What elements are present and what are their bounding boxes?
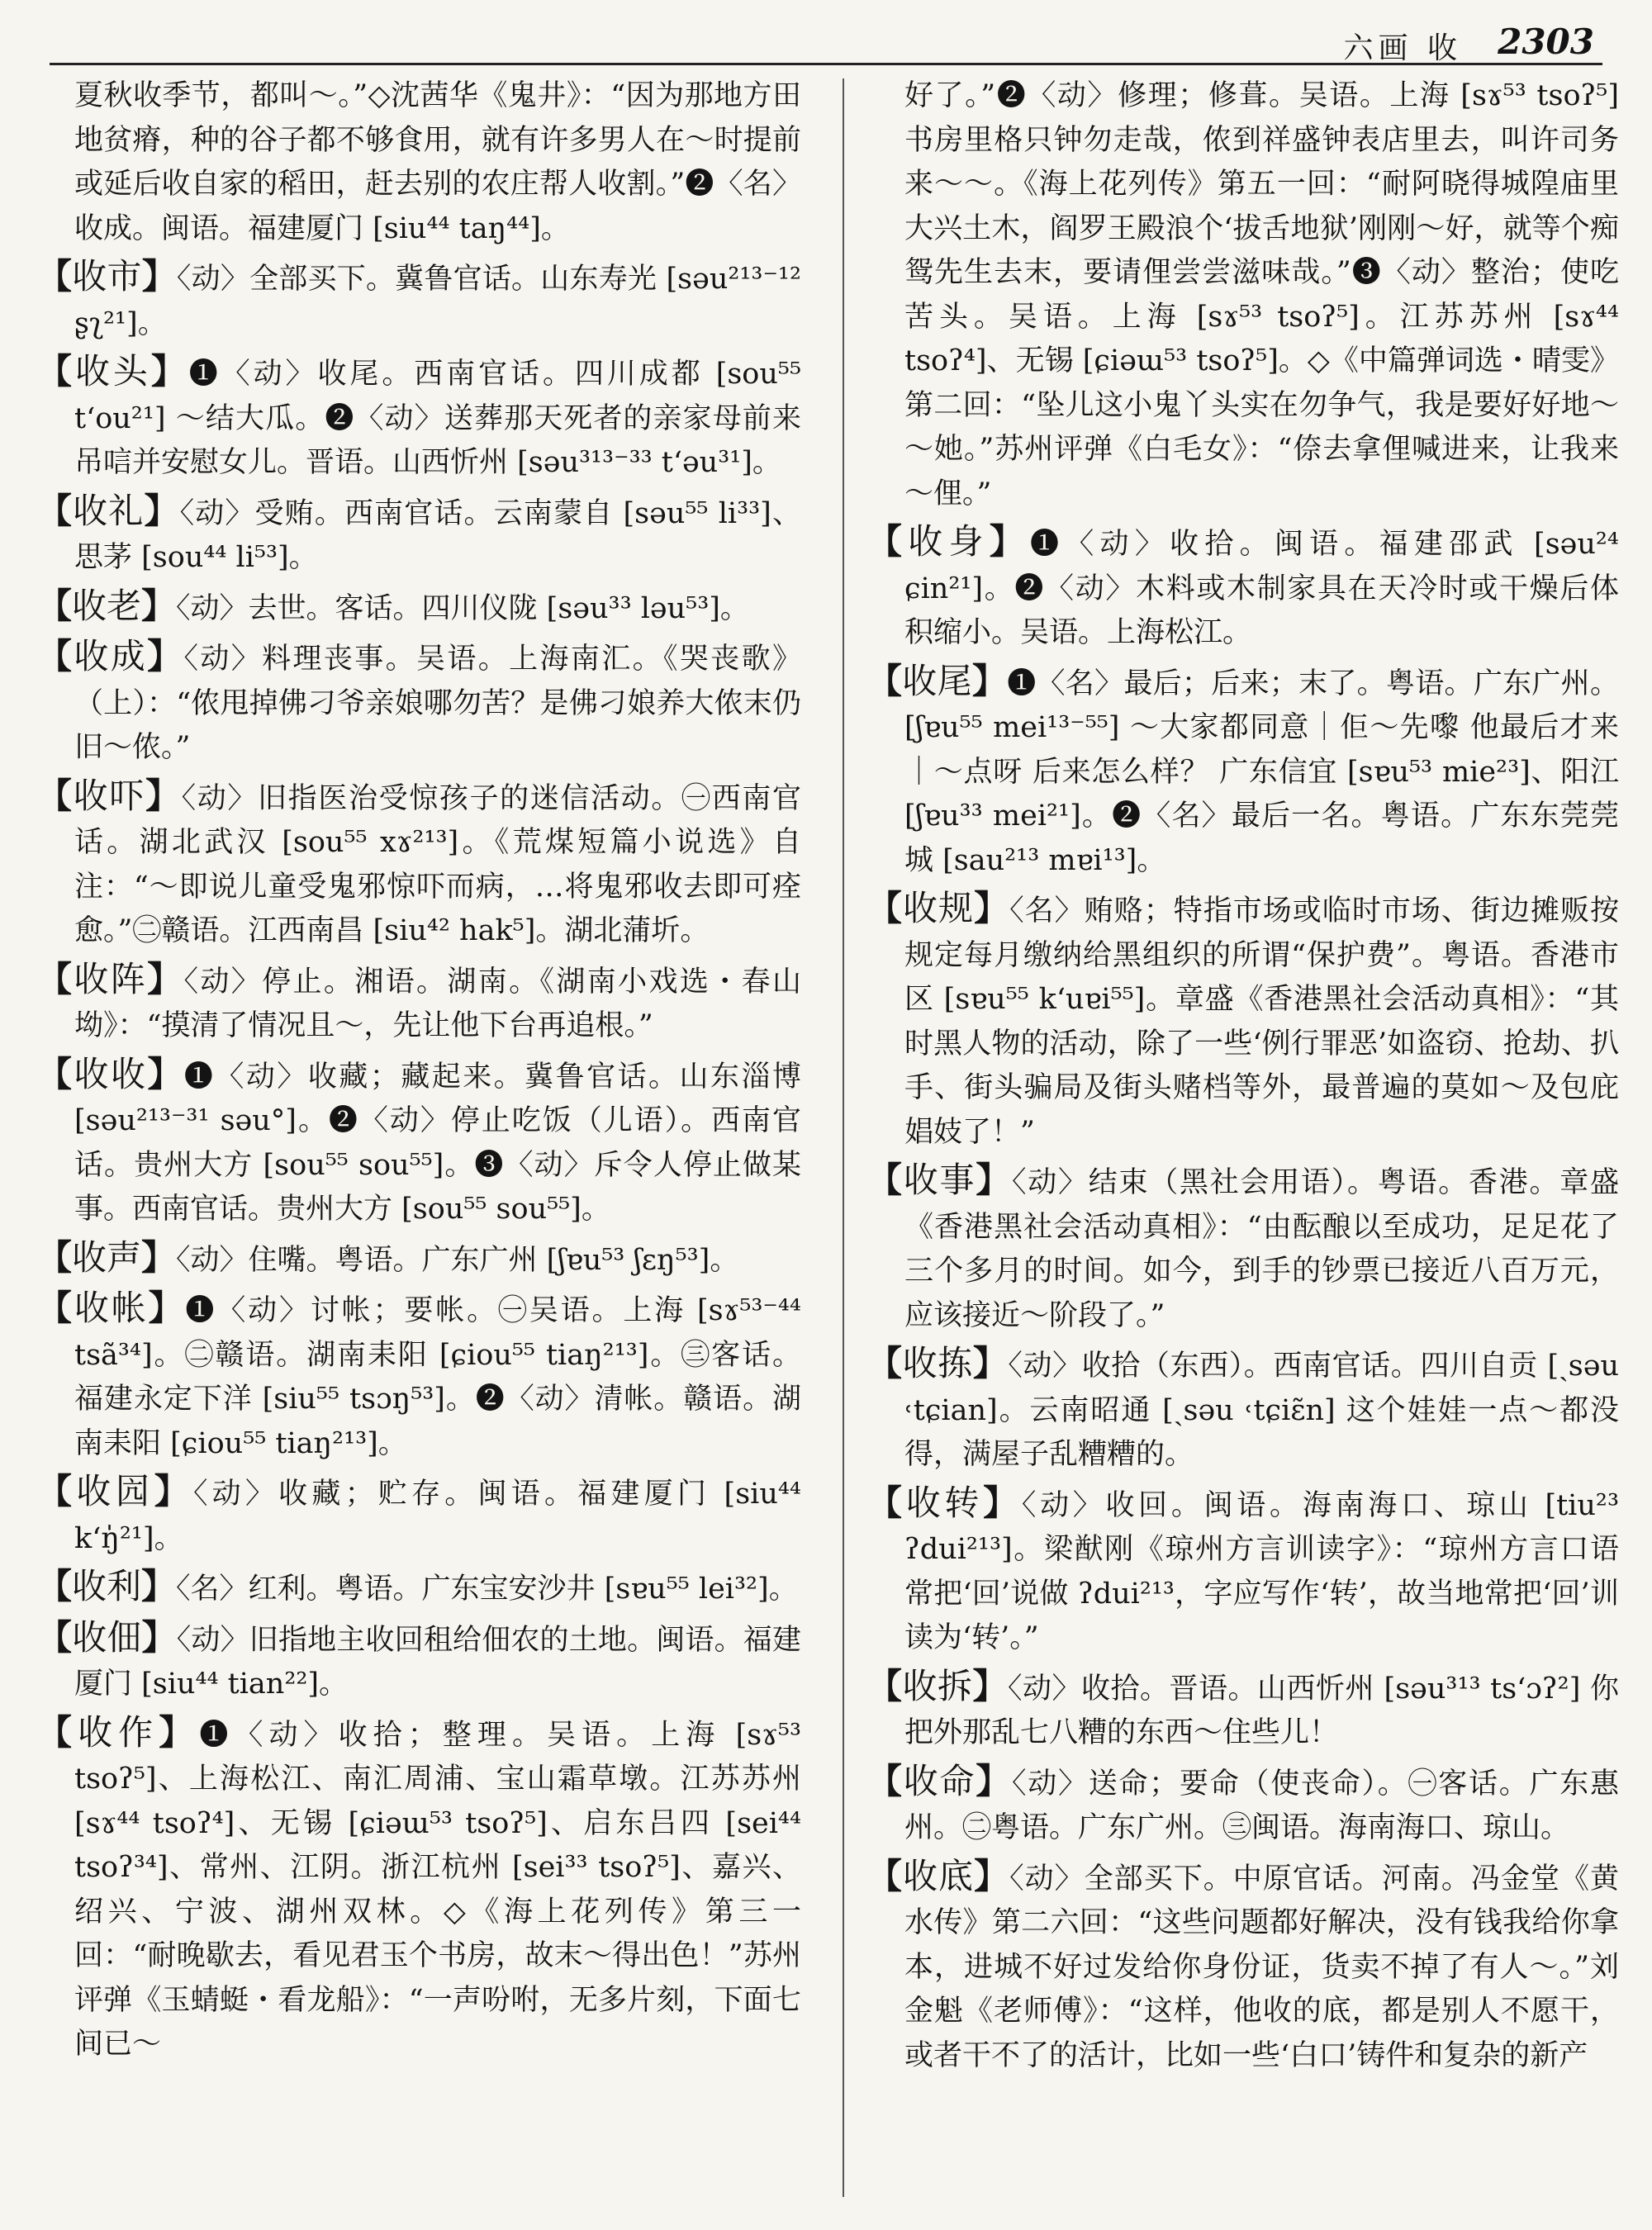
page-header: [50, 15, 1602, 65]
entry-definition: ❶〈名〉最后；后来；末了。粤语。广东广州。[ʃɐu⁵⁵ mei¹³⁻⁵⁵] ～大家都同意｜佢～先嚟 他最后才来｜～点呀 后来怎么样？ 广东信宜 [sɐu⁵³ mie²³]、阳江 [ʃɐu³³ mei²¹]。❷〈名〉最后一名。粤语。广东东莞莞城 [sau²¹³ mɐi¹³]。: [904, 667, 1619, 877]
dictionary-entry: [37, 1236, 801, 1283]
dictionary-entry: [867, 1854, 1619, 2079]
entry-headword: 【收成】: [37, 636, 184, 676]
entry-definition: 〈动〉去世。客话。四川仪陇 [səu³³ ləu⁵³]。: [176, 591, 749, 625]
dictionary-entry: [37, 1616, 801, 1707]
entry-headword: 【收收】: [37, 1053, 184, 1094]
entry-headword: 【收事】: [867, 1160, 1012, 1200]
entry-definition: 〈动〉住嘴。粤语。广东广州 [ʃɐu⁵³ ʃɛŋ⁵³]。: [176, 1243, 739, 1277]
entry-headword: 【收拣】: [867, 1343, 1009, 1383]
entry-definition: 〈动〉送命；要命（使丧命）。㊀客话。广东惠州。㊁粤语。广东广州。㊂闽语。海南海口、琼山。: [904, 1767, 1619, 1844]
entry-headword: 【收阵】: [37, 958, 184, 999]
dictionary-entry: [867, 1759, 1619, 1851]
entry-headword: 【收囥】: [37, 1471, 193, 1511]
page-number: 2303: [1498, 21, 1594, 62]
entry-definition: 〈名〉贿赂；特指市场或临时市场、街边摊贩按规定每月缴纳给黑组织的所谓“保护费”。粤语。香港市区 [sɐu⁵⁵ kʻuɐi⁵⁵]。章盛《香港黑社会活动真相》：“其时黑人物的活动，除了一些‘例行罪恶’如盗窃、抢劫、扒手、街头骗局及街头赌档等外，最普遍的莫如～及包庇娼妓了！”: [904, 894, 1619, 1149]
entry-definition: 〈动〉受贿。西南官话。云南蒙自 [səu⁵⁵ li³³]、思茅 [sou⁴⁴ li⁵³]。: [74, 496, 801, 574]
dictionary-entry: [37, 1564, 801, 1612]
dictionary-entry: [37, 634, 801, 771]
entry-definition: 〈动〉结束（黑社会用语）。粤语。香港。章盛《香港黑社会活动真相》：“由酝酿以至成功，足足花了三个多月的时间。如今，到手的钞票已接近八百万元，应该接近～阶段了。”: [904, 1166, 1619, 1332]
dictionary-entry: [867, 659, 1619, 884]
entry-definition: ❶〈动〉收尾。西南官话。四川成都 [sou⁵⁵ tʻou²¹] ～结大瓜。❷〈动〉送葬那天死者的亲家母前来吊唁并安慰女儿。晋语。山西忻州 [səu³¹³⁻³³ tʻəu³¹]。: [74, 358, 801, 479]
entry-headword: 【收市】: [37, 256, 177, 297]
dictionary-entry: [867, 886, 1619, 1155]
entry-definition: 〈名〉红利。粤语。广东宝安沙井 [sɐu⁵⁵ lei³²]。: [176, 1573, 798, 1606]
entry-headword: 【收礼】: [37, 490, 180, 531]
entry-definition: ❶〈动〉收拾。闽语。福建邵武 [səu²⁴ ɕin²¹]。❷〈动〉木料或木制家具在天冷时或干燥后体积缩小。吴语。上海松江。: [904, 528, 1619, 649]
entry-headword: 【收转】: [867, 1482, 1022, 1523]
dictionary-entry: [37, 957, 801, 1049]
entry-headword: 【收身】: [867, 521, 1031, 562]
entry-headword: 【收利】: [37, 1566, 177, 1606]
dictionary-entry: [37, 584, 801, 632]
entry-definition: 〈动〉全部买下。冀鲁官话。山东寿光 [səu²¹³⁻¹² ʂʅ²¹]。: [74, 263, 801, 340]
entry-headword: 【收尾】: [867, 660, 1008, 701]
entry-headword: 【收作】: [37, 1711, 200, 1753]
entry-definition: ❶〈动〉收拾；整理。吴语。上海 [sɤ⁵³ tsoʔ⁵]、上海松江、南汇周浦、宝山霜草墩。江苏苏州 [sɤ⁴⁴ tsoʔ⁴]、无锡 [ɕiəɯ⁵³ tsoʔ⁵]、启东吕四 [sei⁴⁴ tsoʔ³⁴]、常州、江阴。浙江杭州 [sei³³ tsoʔ⁵]、嘉兴、绍兴、宁波、湖州双林。◇《海上花列传》第三一回：“耐晚歇去，看见君玉个书房，故末～得出色！”苏州评弹《玉蜻蜓・看龙船》：“一声吩咐，无多片刻，下面七间已～: [74, 1718, 801, 2061]
entry-continuation: [867, 74, 1619, 516]
entry-definition: 夏秋收季节，都叫～。”◇沈茜华《鬼井》：“因为那地方田地贫瘠，种的谷子都不够食用，就有许多男人在～时提前或延后收自家的稻田，赶去别的农庄帮人收割。”❷〈名〉收成。闽语。福建厦门 [siu⁴⁴ taŋ⁴⁴]。: [74, 79, 801, 245]
entry-definition: 〈动〉旧指地主收回租给佃农的土地。闽语。福建厦门 [siu⁴⁴ tian²²]。: [74, 1623, 801, 1701]
dictionary-entry: [37, 1710, 801, 2067]
entry-definition: ❶〈动〉讨帐；要帐。㊀吴语。上海 [sɤ⁵³⁻⁴⁴ tsã³⁴]。㊁赣语。湖南耒阳 [ɕiou⁵⁵ tiaŋ²¹³]。㊂客话。福建永定下洋 [siu⁵⁵ tsɔŋ⁵³]。❷〈动〉清帐。赣语。湖南耒阳 [ɕiou⁵⁵ tiaŋ²¹³]。: [74, 1294, 801, 1460]
entry-definition: 〈动〉全部买下。中原官话。河南。冯金堂《黄水传》第二六回：“这些问题都好解决，没有钱我给你拿本，进城不好过发给你身份证，货卖不掉了有人～。”刘金魁《老师傅》：“这样，他收的底，都是别人不愿干，或者干不了的活计，比如一些‘白口’铸件和复杂的新产: [904, 1862, 1619, 2072]
entry-definition: ❶〈动〉收藏；藏起来。冀鲁官话。山东淄博 [səu²¹³⁻³¹ səu°]。❷〈动〉停止吃饭（儿语）。西南官话。贵州大方 [sou⁵⁵ sou⁵⁵]。❸〈动〉斥令人停止做某事。西南官话。贵州大方 [sou⁵⁵ sou⁵⁵]。: [74, 1060, 801, 1226]
dictionary-entry: [37, 349, 801, 486]
dictionary-entry: [867, 1481, 1619, 1661]
dictionary-entry: [867, 1341, 1619, 1478]
entry-headword: 【收命】: [867, 1760, 1012, 1801]
entry-definition: 〈动〉收回。闽语。海南海口、琼山 [tiu²³ ʔdui²¹³]。梁猷刚《琼州方言训读字》：“琼州方言口语常把‘回’说做 ʔdui²¹³，字应写作‘转’，故当地常把‘回’训读为‘转’。”: [904, 1488, 1619, 1654]
entry-definition: 〈动〉停止。湘语。湖南。《湖南小戏选・春山坳》：“摸清了情况且～，先让他下台再追根。”: [74, 965, 801, 1042]
column-divider: [843, 78, 844, 2197]
entry-definition: 好了。”❷〈动〉修理；修葺。吴语。上海 [sɤ⁵³ tsoʔ⁵] 书房里格只钟勿走哉，侬到祥盛钟表店里去，叫许司务来～～。《海上花列传》第五一回：“耐阿晓得城隍庙里大兴土木，阎罗王殿浪个‘拔舌地狱’刚刚～好，就等个痴鸳先生去末，要请俚尝尝滋味哉。”❸〈动〉整治；使吃苦头。吴语。上海 [sɤ⁵³ tsoʔ⁵]。江苏苏州 [sɤ⁴⁴ tsoʔ⁴]、无锡 [ɕiəɯ⁵³ tsoʔ⁵]。◇《中篇弹词选・晴雯》第二回：“坠儿这小鬼丫头实在勿争气，我是要好好地～～她。”苏州评弹《白毛女》：“倷去拿俚喊进来，让我来～俚。”: [904, 79, 1619, 510]
dictionary-entry: [37, 1286, 801, 1466]
entry-headword: 【收底】: [867, 1855, 1010, 1896]
dictionary-entry: [867, 520, 1619, 656]
entry-headword: 【收规】: [867, 888, 1010, 928]
dictionary-entry: [867, 1158, 1619, 1338]
entry-headword: 【收吓】: [37, 775, 182, 816]
left-column: [37, 74, 801, 2071]
dictionary-entry: [37, 774, 801, 954]
entry-continuation: [37, 74, 801, 251]
entry-headword: 【收帐】: [37, 1288, 186, 1328]
entry-headword: 【收佃】: [37, 1616, 177, 1658]
dictionary-entry: [37, 489, 801, 581]
dictionary-entry: [867, 1664, 1619, 1756]
dictionary-entry: [37, 254, 801, 346]
dictionary-entry: [37, 1052, 801, 1232]
entry-headword: 【收拆】: [867, 1665, 1008, 1706]
entry-headword: 【收声】: [37, 1236, 177, 1278]
entry-definition: 〈动〉收藏；贮存。闽语。福建厦门 [siu⁴⁴ kʻŋ̍²¹]。: [74, 1478, 801, 1555]
entry-definition: 〈动〉料理丧事。吴语。上海南汇。《哭丧歌》（上）：“侬甩掉佛刁爷亲娘哪勿苦？是佛刁娘养大侬末仍旧～侬。”: [74, 643, 801, 764]
entry-headword: 【收老】: [37, 585, 177, 626]
entry-definition: 〈动〉收拾（东西）。西南官话。四川自贡 [ˏsəu ˓tɕian]。云南昭通 [ˏsəu ˓tɕiɛ̃n] 这个娃娃一点～都没得，满屋子乱糟糟的。: [904, 1350, 1619, 1471]
entry-definition: 〈动〉旧指医治受惊孩子的迷信活动。㊀西南官话。湖北武汉 [sou⁵⁵ xɤ²¹³]。《荒煤短篇小说选》自注：“～即说儿童受鬼邪惊吓而病，…将鬼邪收去即可痊愈。”㊁赣语。江西南昌 [siu⁴² hak⁵]。湖北蒲圻。: [74, 781, 801, 947]
right-column: [867, 74, 1619, 2081]
section-title: 六画 收: [1343, 31, 1462, 65]
entry-definition: 〈动〉收拾。晋语。山西忻州 [səu³¹³ tsʻɔʔ²] 你把外那乱七八糟的东西～住些儿！: [904, 1672, 1619, 1749]
dictionary-entry: [37, 1469, 801, 1561]
entry-headword: 【收头】: [37, 351, 189, 391]
